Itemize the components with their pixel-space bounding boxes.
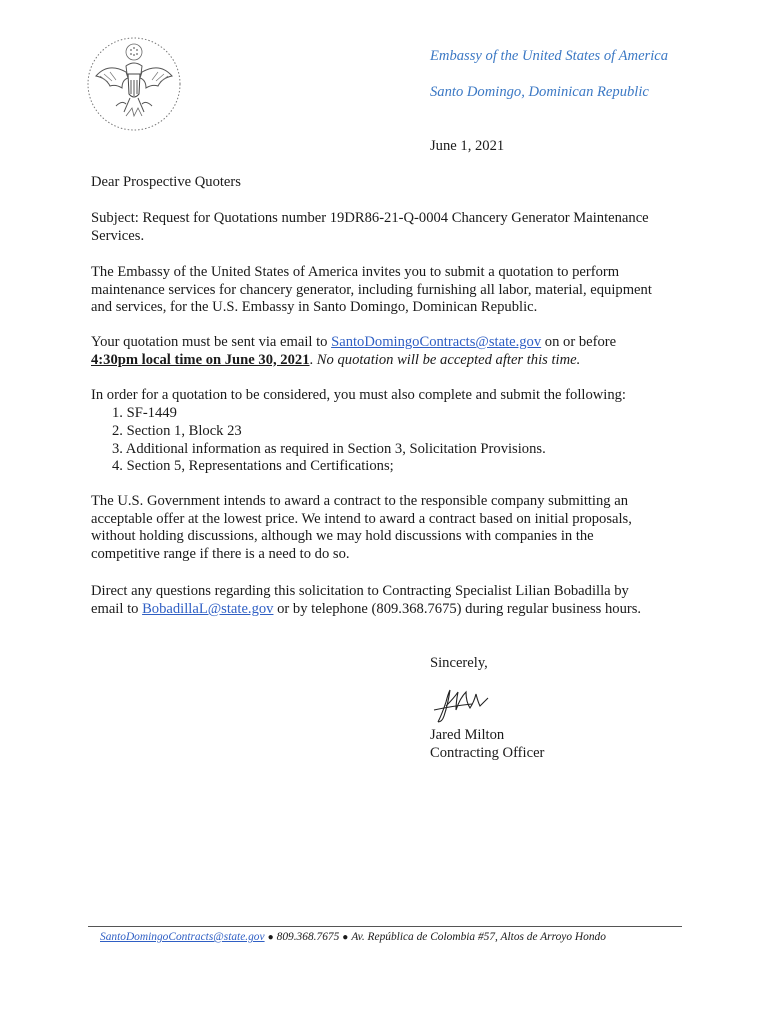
- deadline-paragraph: [91, 334, 681, 369]
- bullet-icon: ●: [342, 932, 349, 943]
- footer-phone: 809.368.7675: [276, 931, 340, 943]
- deadline-datetime: 4:30pm local time on June 30, 2021: [91, 351, 310, 368]
- salutation: Dear Prospective Quoters: [91, 174, 241, 190]
- closing-sincerely: Sincerely,: [430, 655, 488, 671]
- deadline-prefix: Your quotation must be sent via email to: [91, 334, 332, 350]
- questions-prefix: email to: [91, 600, 143, 617]
- award-line-4: competitive range if there is a need to do so.: [91, 545, 350, 562]
- intro-line-2: maintenance services for chancery generator, including furnishing all labor, material, equipment: [91, 281, 652, 298]
- award-line-1: The U.S. Government intends to award a contract to the responsible company submitting an: [91, 493, 629, 509]
- requirements-intro: In order for a quotation to be considered, you must also complete and submit the following:: [91, 387, 626, 403]
- embassy-seal-icon: [86, 36, 182, 132]
- signer-title: Contracting Officer: [430, 745, 545, 761]
- footer-email-link[interactable]: SantoDomingoContracts@state.gov: [100, 931, 265, 943]
- subject-line-1: Subject: Request for Quotations number 19DR86-21-Q-0004 Chancery Generator Maintenance: [91, 210, 649, 226]
- signature-icon: [432, 684, 492, 726]
- questions-paragraph: [91, 583, 681, 618]
- footer-address: Av. República de Colombia #57, Altos de Arroyo Hondo: [351, 931, 606, 943]
- subject-paragraph: [91, 210, 681, 245]
- letterhead-location-line: Santo Domingo, Dominican Republic: [430, 84, 649, 100]
- contracts-email-link[interactable]: SantoDomingoContracts@state.gov: [331, 334, 542, 350]
- requirements-list: [112, 405, 546, 476]
- questions-line-1: Direct any questions regarding this solicitation to Contracting Specialist Lilian Bobadilla by: [91, 583, 629, 599]
- questions-suffix: or by telephone (809.368.7675) during regular business hours.: [273, 600, 642, 617]
- footer-divider: [88, 926, 682, 927]
- subject-line-2: Services.: [91, 227, 145, 244]
- award-line-2: acceptable offer at the lowest price. We intend to award a contract based on initial proposals,: [91, 510, 632, 527]
- award-paragraph: [91, 493, 681, 563]
- award-line-3: without holding discussions, although we may hold discussions with companies in the: [91, 528, 594, 545]
- deadline-warning: No quotation will be accepted after this time.: [316, 351, 581, 368]
- specialist-email-link[interactable]: BobadillaL@state.gov: [142, 600, 274, 617]
- intro-line-1: The Embassy of the United States of America invites you to submit a quotation to perform: [91, 264, 620, 280]
- signer-name: Jared Milton: [430, 727, 505, 743]
- list-item: 3. Additional information as required in Section 3, Solicitation Provisions.: [112, 440, 546, 457]
- deadline-suffix: on or before: [541, 334, 617, 350]
- list-item: 1. SF-1449: [112, 405, 177, 421]
- letterhead-embassy-line: Embassy of the United States of America: [430, 48, 669, 64]
- bullet-icon: ●: [267, 932, 274, 943]
- intro-paragraph: [91, 264, 681, 317]
- list-item: 2. Section 1, Block 23: [112, 422, 242, 439]
- list-item: 4. Section 5, Representations and Certifications;: [112, 458, 394, 475]
- footer: [100, 929, 606, 947]
- intro-line-3: and services, for the U.S. Embassy in Santo Domingo, Dominican Republic.: [91, 299, 538, 316]
- deadline-period: .: [309, 351, 317, 368]
- letter-date: June 1, 2021: [430, 138, 505, 154]
